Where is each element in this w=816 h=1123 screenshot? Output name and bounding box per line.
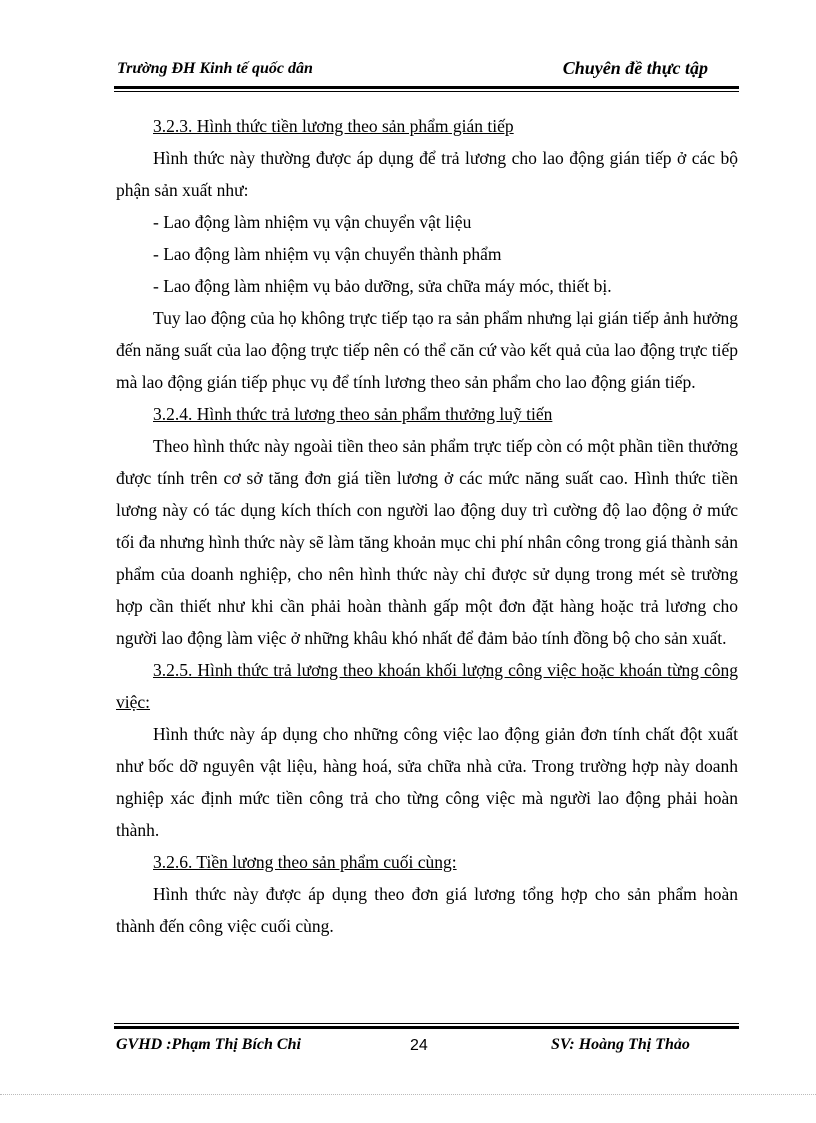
- paragraph: Hình thức này thường được áp dụng để trả lương cho lao động gián tiếp ở các bộ phận sản xuất như:: [116, 148, 738, 200]
- page-number: 24: [410, 1037, 428, 1054]
- footer-supervisor: GVHD :Phạm Thị Bích Chi: [116, 1036, 301, 1053]
- footer-rule-thin: [114, 1023, 739, 1024]
- bullet-item: - Lao động làm nhiệm vụ vận chuyển vật liệu: [153, 212, 472, 232]
- paragraph: Tuy lao động của họ không trực tiếp tạo ra sản phẩm nhưng lại gián tiếp ảnh hưởng đến năng suất của lao động trực tiếp nên có thể căn cứ vào kết quả của lao động trực tiếp mà lao động gián tiếp phục vụ để tính lương theo sản phẩm cho lao động gián tiếp.: [116, 308, 738, 392]
- footer-rule-thick: [114, 1026, 739, 1029]
- footer-student: SV: Hoàng Thị Thảo: [551, 1036, 690, 1053]
- bullet-item: - Lao động làm nhiệm vụ vận chuyển thành phẩm: [153, 244, 502, 264]
- section-heading-3-2-3: 3.2.3. Hình thức tiền lương theo sản phẩm gián tiếp: [153, 116, 514, 136]
- paragraph: Theo hình thức này ngoài tiền theo sản phẩm trực tiếp còn có một phần tiền thưởng được tính trên cơ sở tăng đơn giá tiền lương ở các mức năng suất cao. Hình thức tiền lương này có tác dụng kích thích con người lao động duy trì cường độ lao động ở mức tối đa nhưng hình thức này sẽ làm tăng khoản mục chi phí nhân công trong giá thành sản phẩm của doanh nghiệp, cho nên hình thức này chỉ được sử dụng trong mét sè trường hợp cần thiết như khi cần phải hoàn thành gấp một đơn đặt hàng hoặc trả lương cho người lao động làm việc ở những khâu khó nhất để đảm bảo tính đồng bộ cho sản xuất.: [116, 436, 738, 648]
- header-rule-thick: [114, 86, 739, 89]
- section-heading-3-2-6: 3.2.6. Tiền lương theo sản phẩm cuối cùng:: [153, 852, 457, 872]
- section-heading-3-2-4: 3.2.4. Hình thức trả lương theo sản phẩm thưởng luỹ tiến: [153, 404, 553, 424]
- bullet-item: - Lao động làm nhiệm vụ bảo dưỡng, sửa chữa máy móc, thiết bị.: [153, 276, 612, 296]
- header-rule-thin: [114, 91, 739, 92]
- section-heading-3-2-5: 3.2.5. Hình thức trả lương theo khoán khối lượng công việc hoặc khoán từng công việc:: [116, 660, 738, 712]
- header-school-name: Trường ĐH Kinh tế quốc dân: [117, 60, 313, 77]
- paragraph: Hình thức này được áp dụng theo đơn giá lương tổng hợp cho sản phẩm hoàn thành đến công việc cuối cùng.: [116, 884, 738, 936]
- page-bottom-dotted-line: [0, 1094, 816, 1095]
- paragraph: Hình thức này áp dụng cho những công việc lao động giản đơn tính chất đột xuất như bốc dỡ nguyên vật liệu, hàng hoá, sửa chữa nhà cửa. Trong trường hợp này doanh nghiệp xác định mức tiền công trả cho từng công việc mà người lao động phải hoàn thành.: [116, 724, 738, 840]
- header-document-title: Chuyên đề thực tập: [562, 58, 708, 78]
- document-body: [116, 110, 738, 942]
